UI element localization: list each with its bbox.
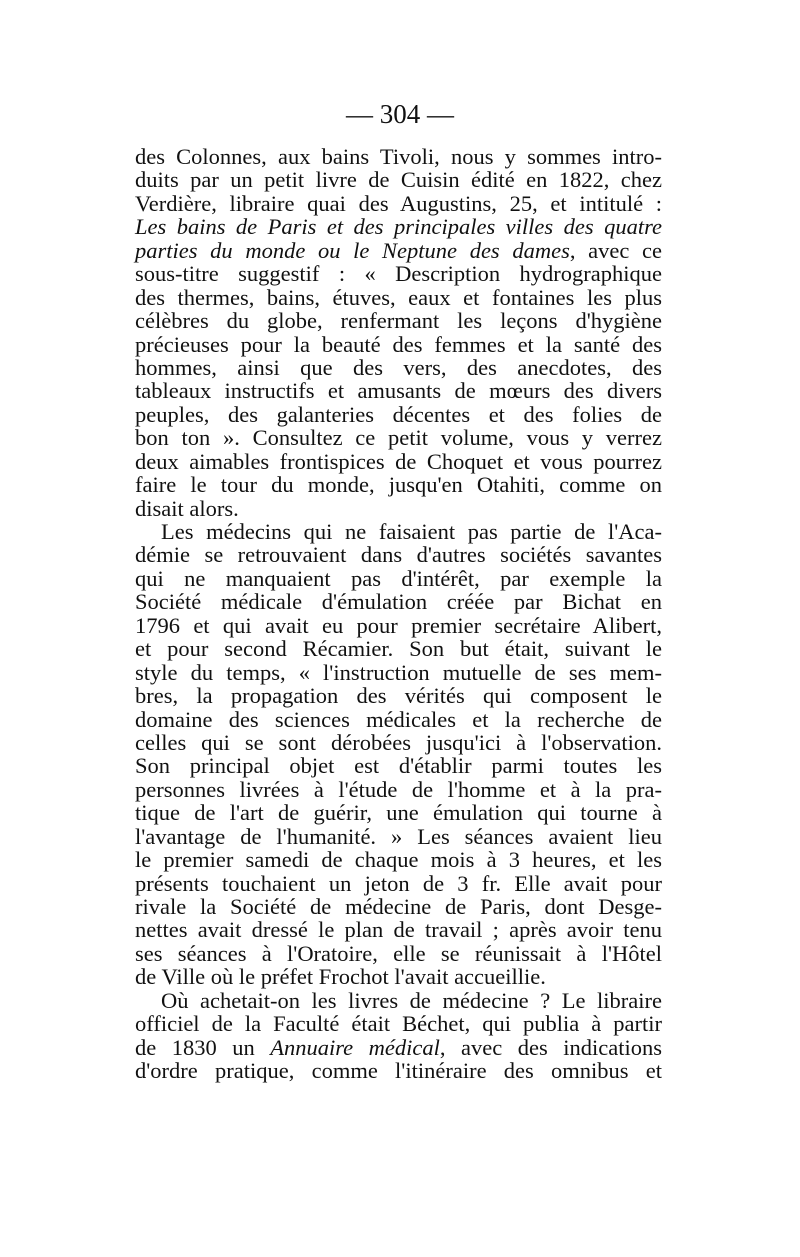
text-line: célèbres du globe, renfermant les leçons d'hygiène <box>135 308 662 334</box>
text-line: précieuses pour la beauté des femmes et la santé des <box>135 331 662 357</box>
text-line: présents touchaient un jeton de 3 fr. Elle avait pour <box>135 870 662 896</box>
text-line: 1796 et qui avait eu pour premier secrétaire Alibert, <box>135 612 662 638</box>
book-title-italic: Annuaire médical <box>270 1034 440 1060</box>
text-line: des Colonnes, aux bains Tivoli, nous y sommes intro- <box>135 144 662 169</box>
text-line: Verdière, libraire quai des Augustins, 25, et intitulé : <box>135 190 662 216</box>
page-number: — 304 — <box>346 99 454 129</box>
paragraph-start: Les médecins qui ne faisaient pas partie de l'Aca- <box>161 519 662 544</box>
text-line: sous-titre suggestif : « Description hydrographique <box>135 261 662 287</box>
text-line: ses séances à l'Oratoire, elle se réunissait à l'Hôtel <box>135 940 662 966</box>
text-line: de Ville où le préfet Frochot l'avait accueillie. <box>135 964 546 990</box>
text-line: tique de l'art de guérir, une émulation qui tourne à <box>135 800 662 826</box>
text-line: bon ton ». Consultez ce petit volume, vous y verrez <box>135 425 662 451</box>
text-line: disait alors. <box>135 495 239 521</box>
text-line: deux aimables frontispices de Choquet et vous pourrez <box>135 448 662 474</box>
text-line: qui ne manquaient pas d'intérêt, par exemple la <box>135 565 662 591</box>
text-line: peuples, des galanteries décentes et des folies de <box>135 401 662 427</box>
text-line: le premier samedi de chaque mois à 3 heures, et les <box>135 847 662 873</box>
text-line: personnes livrées à l'étude de l'homme et à la pra- <box>135 776 662 802</box>
text-line <box>135 215 662 238</box>
text-line: Société médicale d'émulation créée par Bichat en <box>135 589 662 615</box>
text-line: style du temps, « l'instruction mutuelle de ses mem- <box>135 659 662 685</box>
text-line: de 1830 un Annuaire médical, avec des indications <box>135 1034 662 1060</box>
text-line: celles qui se sont dérobées jusqu'ici à l'observation. <box>135 729 662 755</box>
book-title-italic-cont: parties du monde ou le Neptune des dames <box>135 237 570 263</box>
body-text <box>135 145 662 1083</box>
text-line: et pour second Récamier. Son but était, suivant le <box>135 636 662 662</box>
paragraph-start: Où achetait-on les livres de médecine ? Le libraire <box>161 987 662 1013</box>
text-line: des thermes, bains, étuves, eaux et fontaines les plus <box>135 284 662 310</box>
text-line: duits par un petit livre de Cuisin édité en 1822, chez <box>135 167 662 193</box>
book-title-italic: Les bains de Paris et des principales villes des quatre <box>135 214 662 240</box>
text-line: rivale la Société de médecine de Paris, dont Desge- <box>135 894 662 919</box>
text-line: l'avantage de l'humanité. » Les séances avaient lieu <box>135 823 662 849</box>
text-line: démie se retrouvaient dans d'autres sociétés savantes <box>135 542 662 568</box>
text-line: officiel de la Faculté était Béchet, qui publia à partir <box>135 1011 662 1037</box>
text-line: domaine des sciences médicales et la recherche de <box>135 706 662 732</box>
text-line: faire le tour du monde, jusqu'en Otahiti, comme on <box>135 472 662 498</box>
text-line: tableaux instructifs et amusants de mœurs des divers <box>135 378 662 404</box>
text-line: hommes, ainsi que des vers, des anecdotes, des <box>135 354 662 380</box>
text-line: nettes avait dressé le plan de travail ; après avoir tenu <box>135 917 662 943</box>
text-line: bres, la propagation des vérités qui composent le <box>135 683 662 709</box>
text-line: Son principal objet est d'établir parmi toutes les <box>135 753 662 779</box>
text-line-italic: parties du monde ou le Neptune des dames, avec ce <box>135 237 662 263</box>
text-line: d'ordre pratique, comme l'itinéraire des omnibus et <box>135 1058 662 1084</box>
